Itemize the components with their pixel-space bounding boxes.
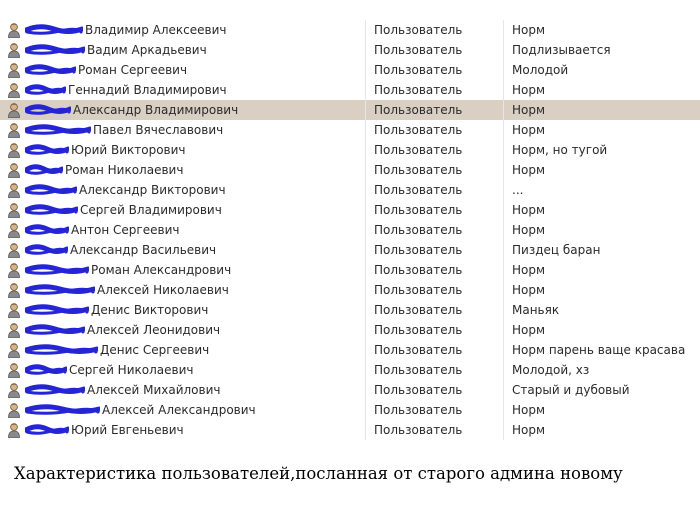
user-icon	[7, 42, 21, 58]
table-row[interactable]	[0, 60, 700, 80]
user-note: Молодой	[512, 63, 569, 77]
redaction-scribble	[25, 383, 85, 396]
user-role: Пользователь	[374, 63, 463, 77]
user-role: Пользователь	[374, 383, 463, 397]
user-icon	[7, 182, 21, 198]
column-divider	[503, 400, 504, 420]
column-divider	[365, 180, 366, 200]
user-note: Старый и дубовый	[512, 383, 630, 397]
user-icon	[7, 82, 21, 98]
caption: Характеристика пользователей,посланная от старого админа новому	[14, 464, 623, 483]
user-role: Пользователь	[374, 323, 463, 337]
redaction-scribble	[25, 243, 68, 256]
column-divider	[365, 60, 366, 80]
column-divider	[365, 360, 366, 380]
column-divider	[503, 180, 504, 200]
user-name: Денис Сергеевич	[100, 343, 210, 357]
column-divider	[503, 140, 504, 160]
user-name: Алексей Михайлович	[87, 383, 221, 397]
redaction-scribble	[25, 403, 100, 416]
redaction-scribble	[25, 63, 76, 76]
user-icon	[7, 322, 21, 338]
user-note: Норм	[512, 83, 546, 97]
column-divider	[503, 360, 504, 380]
column-divider	[365, 140, 366, 160]
user-role: Пользователь	[374, 243, 463, 257]
user-icon	[7, 142, 21, 158]
table-row[interactable]	[0, 280, 700, 300]
column-divider	[503, 220, 504, 240]
user-note: Норм	[512, 123, 546, 137]
column-divider	[365, 160, 366, 180]
user-name: Павел Вячеславович	[93, 123, 224, 137]
user-role: Пользователь	[374, 183, 463, 197]
column-divider	[503, 280, 504, 300]
user-note: Норм	[512, 163, 546, 177]
redaction-scribble	[25, 143, 69, 156]
user-name: Геннадий Владимирович	[68, 83, 227, 97]
user-note: Норм	[512, 223, 546, 237]
column-divider	[365, 400, 366, 420]
column-divider	[503, 380, 504, 400]
user-name: Юрий Викторович	[71, 143, 186, 157]
user-name: Алексей Леонидович	[87, 323, 221, 337]
user-note: Норм	[512, 203, 546, 217]
user-list	[0, 20, 700, 440]
user-role: Пользователь	[374, 43, 463, 57]
column-divider	[365, 320, 366, 340]
redaction-scribble	[25, 283, 95, 296]
table-row[interactable]	[0, 40, 700, 60]
column-divider	[365, 220, 366, 240]
column-divider	[365, 120, 366, 140]
column-divider	[503, 300, 504, 320]
column-divider	[365, 240, 366, 260]
user-name: Алексей Николаевич	[97, 283, 229, 297]
column-divider	[503, 60, 504, 80]
column-divider	[365, 380, 366, 400]
user-name: Сергей Николаевич	[69, 363, 194, 377]
redaction-scribble	[25, 183, 77, 196]
user-name: Роман Николаевич	[65, 163, 184, 177]
user-icon	[7, 262, 21, 278]
user-icon	[7, 202, 21, 218]
redaction-scribble	[25, 103, 71, 116]
table-row[interactable]	[0, 400, 700, 420]
user-role: Пользователь	[374, 23, 463, 37]
table-row[interactable]	[0, 20, 700, 40]
redaction-scribble	[25, 83, 66, 96]
redaction-scribble	[25, 43, 85, 56]
user-role: Пользователь	[374, 223, 463, 237]
user-role: Пользователь	[374, 103, 463, 117]
column-divider	[503, 40, 504, 60]
redaction-scribble	[25, 303, 89, 316]
user-name: Антон Сергеевич	[71, 223, 180, 237]
user-role: Пользователь	[374, 143, 463, 157]
user-note: ...	[512, 183, 524, 197]
user-role: Пользователь	[374, 203, 463, 217]
user-name: Денис Викторович	[91, 303, 209, 317]
user-note: Норм	[512, 263, 546, 277]
user-note: Норм	[512, 23, 546, 37]
redaction-scribble	[25, 263, 89, 276]
user-role: Пользователь	[374, 403, 463, 417]
table-row[interactable]	[0, 80, 700, 100]
table-row[interactable]	[0, 140, 700, 160]
user-role: Пользователь	[374, 83, 463, 97]
user-name: Александр Васильевич	[70, 243, 217, 257]
user-note: Норм парень ваще красава	[512, 343, 686, 357]
column-divider	[503, 120, 504, 140]
table-row[interactable]	[0, 420, 700, 440]
user-icon	[7, 162, 21, 178]
user-icon	[7, 242, 21, 258]
column-divider	[503, 80, 504, 100]
table-row[interactable]	[0, 340, 700, 360]
user-role: Пользователь	[374, 303, 463, 317]
redaction-scribble	[25, 203, 78, 216]
user-icon	[7, 282, 21, 298]
table-row[interactable]	[0, 360, 700, 380]
column-divider	[503, 100, 504, 120]
redaction-scribble	[25, 23, 83, 36]
user-note: Пиздец баран	[512, 243, 601, 257]
table-row[interactable]	[0, 120, 700, 140]
user-note: Норм	[512, 103, 546, 117]
column-divider	[503, 320, 504, 340]
user-icon	[7, 122, 21, 138]
user-note: Молодой, хз	[512, 363, 590, 377]
user-name: Владимир Алексеевич	[85, 23, 227, 37]
user-name: Роман Александрович	[91, 263, 232, 277]
user-icon	[7, 422, 21, 438]
user-name: Вадим Аркадьевич	[87, 43, 207, 57]
user-icon	[7, 62, 21, 78]
column-divider	[365, 300, 366, 320]
table-row[interactable]	[0, 240, 700, 260]
column-divider	[365, 40, 366, 60]
table-row[interactable]	[0, 320, 700, 340]
column-divider	[503, 420, 504, 440]
user-role: Пользователь	[374, 343, 463, 357]
user-note: Норм	[512, 403, 546, 417]
column-divider	[503, 260, 504, 280]
column-divider	[365, 20, 366, 40]
column-divider	[365, 340, 366, 360]
table-row[interactable]	[0, 180, 700, 200]
user-icon	[7, 302, 21, 318]
user-name: Юрий Евгеньевич	[71, 423, 184, 437]
user-role: Пользователь	[374, 263, 463, 277]
column-divider	[503, 20, 504, 40]
user-note: Норм	[512, 323, 546, 337]
table-row[interactable]	[0, 160, 700, 180]
user-icon	[7, 102, 21, 118]
redaction-scribble	[25, 163, 63, 176]
user-role: Пользователь	[374, 363, 463, 377]
column-divider	[365, 200, 366, 220]
user-note: Норм	[512, 283, 546, 297]
user-name: Алексей Александрович	[102, 403, 256, 417]
user-name: Роман Сергеевич	[78, 63, 188, 77]
column-divider	[503, 160, 504, 180]
redaction-scribble	[25, 323, 85, 336]
table-row[interactable]	[0, 220, 700, 240]
column-divider	[365, 260, 366, 280]
table-row[interactable]	[0, 100, 700, 120]
column-divider	[365, 280, 366, 300]
redaction-scribble	[25, 423, 69, 436]
redaction-scribble	[25, 223, 69, 236]
redaction-scribble	[25, 123, 91, 136]
user-note: Подлизывается	[512, 43, 611, 57]
user-icon	[7, 342, 21, 358]
column-divider	[503, 340, 504, 360]
user-icon	[7, 222, 21, 238]
user-name: Александр Викторович	[79, 183, 226, 197]
user-icon	[7, 402, 21, 418]
user-name: Сергей Владимирович	[80, 203, 222, 217]
table-row[interactable]	[0, 380, 700, 400]
column-divider	[365, 80, 366, 100]
table-row[interactable]	[0, 200, 700, 220]
user-note: Норм	[512, 423, 546, 437]
table-row[interactable]	[0, 260, 700, 280]
table-row[interactable]	[0, 300, 700, 320]
column-divider	[365, 100, 366, 120]
user-role: Пользователь	[374, 423, 463, 437]
user-icon	[7, 362, 21, 378]
user-name: Александр Владимирович	[73, 103, 239, 117]
redaction-scribble	[25, 343, 98, 356]
column-divider	[365, 420, 366, 440]
user-role: Пользователь	[374, 283, 463, 297]
user-note: Маньяк	[512, 303, 560, 317]
user-role: Пользователь	[374, 123, 463, 137]
user-icon	[7, 22, 21, 38]
column-divider	[503, 200, 504, 220]
user-note: Норм, но тугой	[512, 143, 608, 157]
user-role: Пользователь	[374, 163, 463, 177]
column-divider	[503, 240, 504, 260]
user-icon	[7, 382, 21, 398]
redaction-scribble	[25, 363, 67, 376]
